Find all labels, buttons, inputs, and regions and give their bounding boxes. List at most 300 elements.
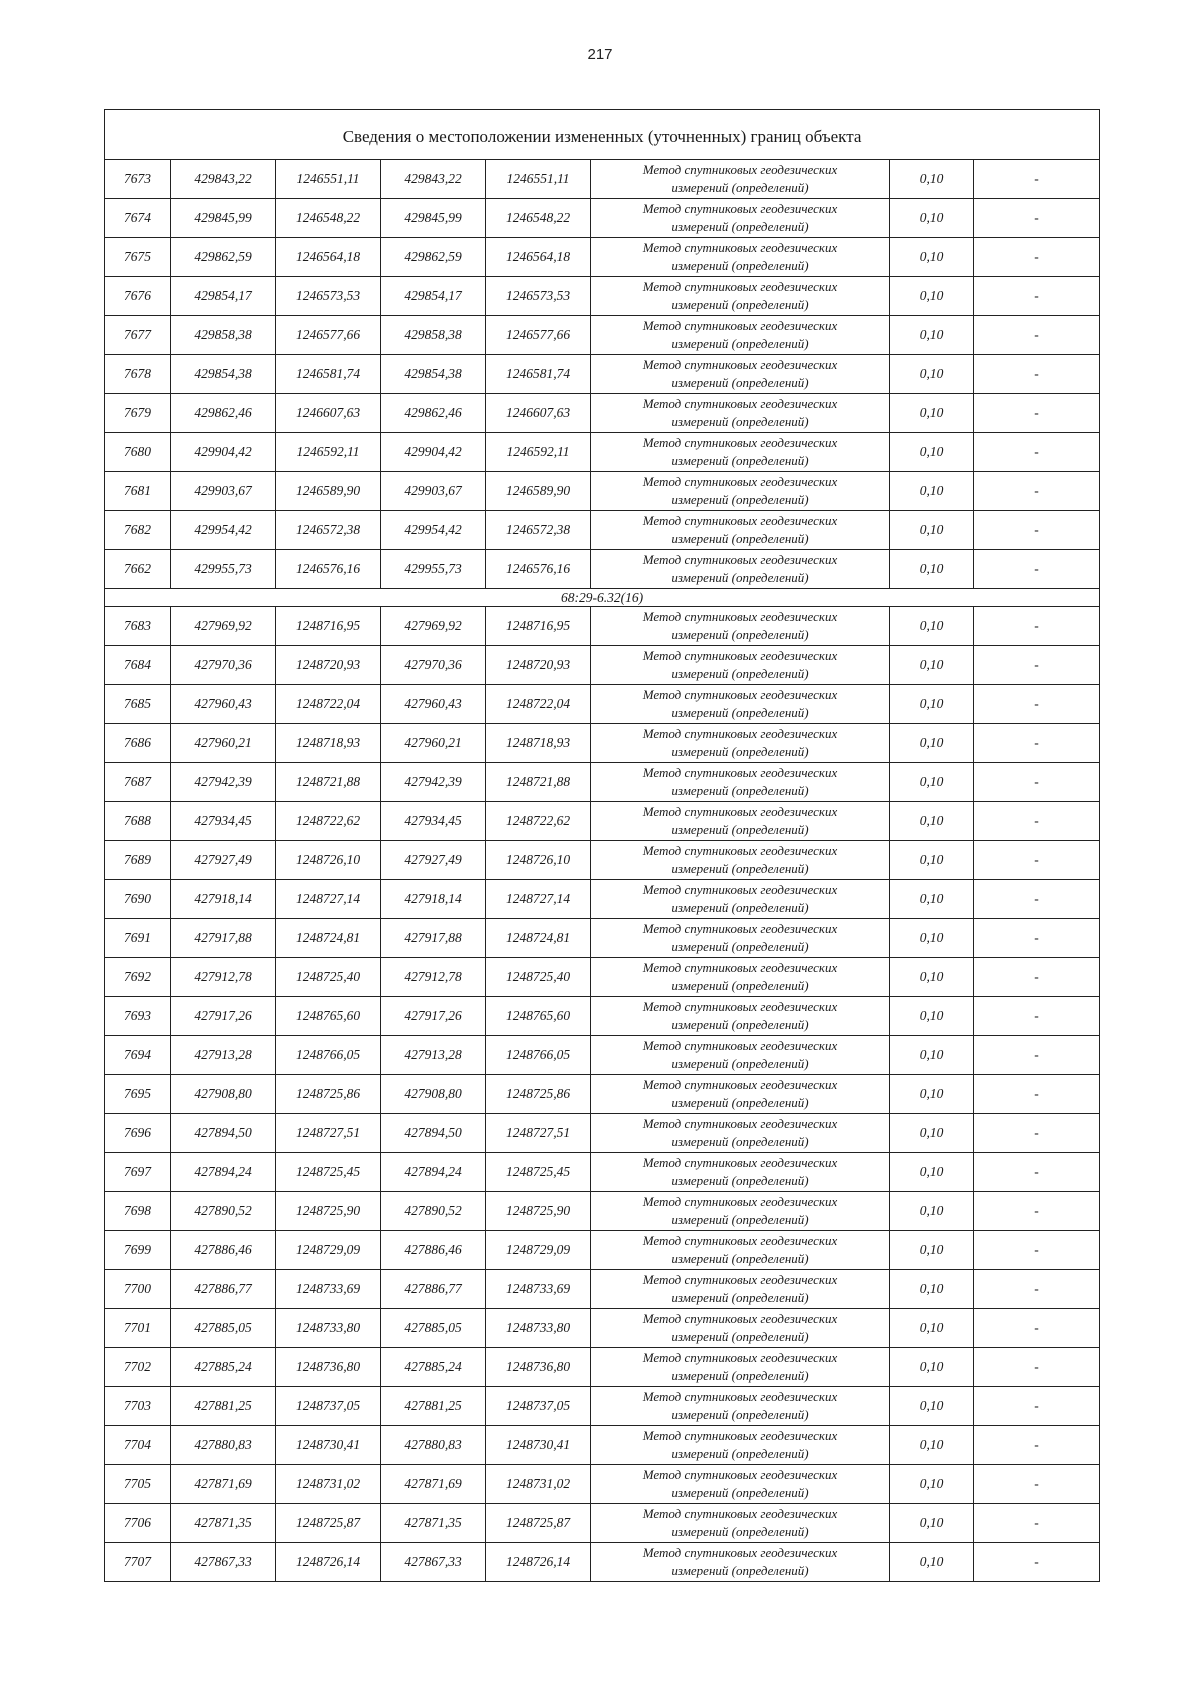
method-line-2: измерений (определений) <box>671 180 809 195</box>
accuracy-cell: 0,10 <box>890 802 974 841</box>
method-line-1: Метод спутниковых геодезических <box>642 882 838 897</box>
note-cell: - <box>974 685 1100 724</box>
method-line-1: Метод спутниковых геодезических <box>642 162 838 177</box>
x-old-cell: 427871,35 <box>171 1504 276 1543</box>
y-old-cell: 1246576,16 <box>276 550 381 589</box>
accuracy-cell: 0,10 <box>890 841 974 880</box>
x-old-cell: 427885,05 <box>171 1309 276 1348</box>
point-number-cell: 7686 <box>105 724 171 763</box>
accuracy-cell: 0,10 <box>890 394 974 433</box>
method-line-2: измерений (определений) <box>671 297 809 312</box>
method-line-2: измерений (определений) <box>671 414 809 429</box>
note-cell: - <box>974 1075 1100 1114</box>
y-old-cell: 1248725,45 <box>276 1153 381 1192</box>
y-old-cell: 1248766,05 <box>276 1036 381 1075</box>
x-new-cell: 429903,67 <box>381 472 486 511</box>
table-row <box>105 958 1100 997</box>
x-new-cell: 427890,52 <box>381 1192 486 1231</box>
x-new-cell: 427917,26 <box>381 997 486 1036</box>
x-old-cell: 427960,43 <box>171 685 276 724</box>
point-number-cell: 7679 <box>105 394 171 433</box>
y-new-cell: 1248729,09 <box>486 1231 591 1270</box>
y-new-cell: 1248725,86 <box>486 1075 591 1114</box>
y-old-cell: 1248720,93 <box>276 646 381 685</box>
x-old-cell: 429862,46 <box>171 394 276 433</box>
x-old-cell: 427894,24 <box>171 1153 276 1192</box>
accuracy-cell: 0,10 <box>890 1387 974 1426</box>
y-new-cell: 1248726,14 <box>486 1543 591 1582</box>
y-new-cell: 1248730,41 <box>486 1426 591 1465</box>
section-row <box>105 589 1100 607</box>
x-old-cell: 429845,99 <box>171 199 276 238</box>
accuracy-cell: 0,10 <box>890 1465 974 1504</box>
note-cell: - <box>974 919 1100 958</box>
x-old-cell: 429904,42 <box>171 433 276 472</box>
x-new-cell: 427960,21 <box>381 724 486 763</box>
table-row <box>105 646 1100 685</box>
method-line-2: измерений (определений) <box>671 705 809 720</box>
x-new-cell: 427942,39 <box>381 763 486 802</box>
method-cell <box>591 1036 890 1075</box>
method-cell <box>591 724 890 763</box>
method-cell <box>591 511 890 550</box>
y-new-cell: 1248725,90 <box>486 1192 591 1231</box>
table-row <box>105 1465 1100 1504</box>
method-line-2: измерений (определений) <box>671 1524 809 1539</box>
method-line-1: Метод спутниковых геодезических <box>642 960 838 975</box>
method-line-1: Метод спутниковых геодезических <box>642 1428 838 1443</box>
y-old-cell: 1248724,81 <box>276 919 381 958</box>
y-new-cell: 1248722,62 <box>486 802 591 841</box>
note-cell: - <box>974 511 1100 550</box>
y-new-cell: 1248722,04 <box>486 685 591 724</box>
x-old-cell: 427886,46 <box>171 1231 276 1270</box>
table-row <box>105 394 1100 433</box>
method-cell <box>591 1465 890 1504</box>
table-row <box>105 1231 1100 1270</box>
point-number-cell: 7685 <box>105 685 171 724</box>
method-cell <box>591 685 890 724</box>
accuracy-cell: 0,10 <box>890 160 974 199</box>
accuracy-cell: 0,10 <box>890 433 974 472</box>
point-number-cell: 7707 <box>105 1543 171 1582</box>
table-row <box>105 1309 1100 1348</box>
x-new-cell: 427871,35 <box>381 1504 486 1543</box>
y-old-cell: 1246548,22 <box>276 199 381 238</box>
method-line-2: измерений (определений) <box>671 822 809 837</box>
method-cell <box>591 1348 890 1387</box>
method-line-2: измерений (определений) <box>671 978 809 993</box>
accuracy-cell: 0,10 <box>890 1270 974 1309</box>
y-new-cell: 1246576,16 <box>486 550 591 589</box>
y-new-cell: 1248731,02 <box>486 1465 591 1504</box>
x-new-cell: 429955,73 <box>381 550 486 589</box>
point-number-cell: 7697 <box>105 1153 171 1192</box>
point-number-cell: 7691 <box>105 919 171 958</box>
method-line-1: Метод спутниковых геодезических <box>642 999 838 1014</box>
y-old-cell: 1248765,60 <box>276 997 381 1036</box>
method-line-2: измерений (определений) <box>671 336 809 351</box>
x-new-cell: 427917,88 <box>381 919 486 958</box>
table-row <box>105 355 1100 394</box>
y-new-cell: 1246592,11 <box>486 433 591 472</box>
y-old-cell: 1248725,87 <box>276 1504 381 1543</box>
method-line-1: Метод спутниковых геодезических <box>642 765 838 780</box>
x-new-cell: 429862,46 <box>381 394 486 433</box>
y-old-cell: 1246572,38 <box>276 511 381 550</box>
method-cell <box>591 277 890 316</box>
y-old-cell: 1248725,90 <box>276 1192 381 1231</box>
point-number-cell: 7684 <box>105 646 171 685</box>
table-row <box>105 1114 1100 1153</box>
method-line-1: Метод спутниковых геодезических <box>642 1155 838 1170</box>
method-cell <box>591 1192 890 1231</box>
method-line-1: Метод спутниковых геодезических <box>642 318 838 333</box>
y-old-cell: 1246592,11 <box>276 433 381 472</box>
x-new-cell: 427927,49 <box>381 841 486 880</box>
y-old-cell: 1248730,41 <box>276 1426 381 1465</box>
point-number-cell: 7695 <box>105 1075 171 1114</box>
table-row <box>105 1270 1100 1309</box>
table-row <box>105 1348 1100 1387</box>
table-row <box>105 433 1100 472</box>
note-cell: - <box>974 802 1100 841</box>
note-cell: - <box>974 433 1100 472</box>
method-line-1: Метод спутниковых геодезических <box>642 1233 838 1248</box>
method-line-2: измерений (определений) <box>671 1251 809 1266</box>
method-cell <box>591 1426 890 1465</box>
accuracy-cell: 0,10 <box>890 238 974 277</box>
x-old-cell: 427918,14 <box>171 880 276 919</box>
x-new-cell: 427960,43 <box>381 685 486 724</box>
table-row <box>105 880 1100 919</box>
accuracy-cell: 0,10 <box>890 1426 974 1465</box>
y-old-cell: 1248727,14 <box>276 880 381 919</box>
x-old-cell: 427880,83 <box>171 1426 276 1465</box>
x-old-cell: 429854,38 <box>171 355 276 394</box>
method-line-2: измерений (определений) <box>671 1485 809 1500</box>
accuracy-cell: 0,10 <box>890 1192 974 1231</box>
x-old-cell: 427912,78 <box>171 958 276 997</box>
y-new-cell: 1248726,10 <box>486 841 591 880</box>
method-line-1: Метод спутниковых геодезических <box>642 726 838 741</box>
y-old-cell: 1248721,88 <box>276 763 381 802</box>
method-line-1: Метод спутниковых геодезических <box>642 1350 838 1365</box>
method-cell <box>591 1114 890 1153</box>
x-new-cell: 429854,17 <box>381 277 486 316</box>
y-old-cell: 1246577,66 <box>276 316 381 355</box>
accuracy-cell: 0,10 <box>890 607 974 646</box>
point-number-cell: 7694 <box>105 1036 171 1075</box>
table-row <box>105 316 1100 355</box>
table-row <box>105 511 1100 550</box>
accuracy-cell: 0,10 <box>890 1075 974 1114</box>
x-new-cell: 427885,24 <box>381 1348 486 1387</box>
method-line-1: Метод спутниковых геодезических <box>642 474 838 489</box>
accuracy-cell: 0,10 <box>890 472 974 511</box>
table-row <box>105 1036 1100 1075</box>
table-row <box>105 1387 1100 1426</box>
method-line-2: измерений (определений) <box>671 1368 809 1383</box>
x-new-cell: 427871,69 <box>381 1465 486 1504</box>
y-old-cell: 1248733,80 <box>276 1309 381 1348</box>
method-cell <box>591 841 890 880</box>
method-line-1: Метод спутниковых геодезических <box>642 1389 838 1404</box>
y-old-cell: 1248725,86 <box>276 1075 381 1114</box>
x-old-cell: 429955,73 <box>171 550 276 589</box>
note-cell: - <box>974 238 1100 277</box>
x-old-cell: 427894,50 <box>171 1114 276 1153</box>
method-line-1: Метод спутниковых геодезических <box>642 240 838 255</box>
accuracy-cell: 0,10 <box>890 880 974 919</box>
note-cell: - <box>974 1543 1100 1582</box>
table-row <box>105 1153 1100 1192</box>
x-new-cell: 427894,50 <box>381 1114 486 1153</box>
accuracy-cell: 0,10 <box>890 277 974 316</box>
x-new-cell: 429843,22 <box>381 160 486 199</box>
method-line-1: Метод спутниковых геодезических <box>642 1077 838 1092</box>
method-line-2: измерений (определений) <box>671 1407 809 1422</box>
accuracy-cell: 0,10 <box>890 1348 974 1387</box>
x-old-cell: 427908,80 <box>171 1075 276 1114</box>
method-cell <box>591 1387 890 1426</box>
y-old-cell: 1248722,04 <box>276 685 381 724</box>
method-line-1: Метод спутниковых геодезических <box>642 1194 838 1209</box>
accuracy-cell: 0,10 <box>890 1309 974 1348</box>
x-new-cell: 427912,78 <box>381 958 486 997</box>
accuracy-cell: 0,10 <box>890 919 974 958</box>
x-new-cell: 427970,36 <box>381 646 486 685</box>
table-row <box>105 607 1100 646</box>
note-cell: - <box>974 1426 1100 1465</box>
method-line-2: измерений (определений) <box>671 939 809 954</box>
method-line-1: Метод спутниковых геодезических <box>642 279 838 294</box>
method-line-2: измерений (определений) <box>671 1017 809 1032</box>
y-old-cell: 1248731,02 <box>276 1465 381 1504</box>
method-cell <box>591 997 890 1036</box>
x-old-cell: 427917,88 <box>171 919 276 958</box>
y-old-cell: 1248725,40 <box>276 958 381 997</box>
point-number-cell: 7702 <box>105 1348 171 1387</box>
x-new-cell: 429904,42 <box>381 433 486 472</box>
x-new-cell: 429854,38 <box>381 355 486 394</box>
accuracy-cell: 0,10 <box>890 355 974 394</box>
x-old-cell: 429862,59 <box>171 238 276 277</box>
method-cell <box>591 919 890 958</box>
x-old-cell: 429858,38 <box>171 316 276 355</box>
method-line-2: измерений (определений) <box>671 219 809 234</box>
x-new-cell: 427885,05 <box>381 1309 486 1348</box>
method-cell <box>591 238 890 277</box>
method-line-1: Метод спутниковых геодезических <box>642 552 838 567</box>
y-new-cell: 1246581,74 <box>486 355 591 394</box>
y-old-cell: 1248736,80 <box>276 1348 381 1387</box>
method-line-2: измерений (определений) <box>671 666 809 681</box>
method-line-2: измерений (определений) <box>671 375 809 390</box>
y-new-cell: 1248721,88 <box>486 763 591 802</box>
y-new-cell: 1248716,95 <box>486 607 591 646</box>
point-number-cell: 7677 <box>105 316 171 355</box>
accuracy-cell: 0,10 <box>890 1231 974 1270</box>
method-line-1: Метод спутниковых геодезических <box>642 1272 838 1287</box>
point-number-cell: 7703 <box>105 1387 171 1426</box>
note-cell: - <box>974 277 1100 316</box>
x-old-cell: 427969,92 <box>171 607 276 646</box>
y-new-cell: 1248725,40 <box>486 958 591 997</box>
method-line-2: измерений (определений) <box>671 1173 809 1188</box>
section-label: 68:29-6.32(16) <box>105 589 1100 607</box>
x-new-cell: 427894,24 <box>381 1153 486 1192</box>
note-cell: - <box>974 1114 1100 1153</box>
point-number-cell: 7696 <box>105 1114 171 1153</box>
x-old-cell: 427890,52 <box>171 1192 276 1231</box>
y-new-cell: 1248720,93 <box>486 646 591 685</box>
x-old-cell: 427885,24 <box>171 1348 276 1387</box>
y-old-cell: 1248726,14 <box>276 1543 381 1582</box>
y-old-cell: 1248729,09 <box>276 1231 381 1270</box>
method-line-1: Метод спутниковых геодезических <box>642 843 838 858</box>
note-cell: - <box>974 646 1100 685</box>
x-new-cell: 427886,46 <box>381 1231 486 1270</box>
table-row <box>105 1543 1100 1582</box>
point-number-cell: 7700 <box>105 1270 171 1309</box>
method-line-2: измерений (определений) <box>671 1056 809 1071</box>
point-number-cell: 7701 <box>105 1309 171 1348</box>
note-cell: - <box>974 841 1100 880</box>
table-row <box>105 160 1100 199</box>
note-cell: - <box>974 1387 1100 1426</box>
y-new-cell: 1248727,51 <box>486 1114 591 1153</box>
y-new-cell: 1246572,38 <box>486 511 591 550</box>
point-number-cell: 7683 <box>105 607 171 646</box>
x-old-cell: 427934,45 <box>171 802 276 841</box>
point-number-cell: 7688 <box>105 802 171 841</box>
point-number-cell: 7681 <box>105 472 171 511</box>
method-line-2: измерений (определений) <box>671 1563 809 1578</box>
accuracy-cell: 0,10 <box>890 685 974 724</box>
y-new-cell: 1248766,05 <box>486 1036 591 1075</box>
method-cell <box>591 472 890 511</box>
table-title-row <box>105 110 1100 160</box>
x-new-cell: 429845,99 <box>381 199 486 238</box>
x-old-cell: 429954,42 <box>171 511 276 550</box>
y-old-cell: 1248726,10 <box>276 841 381 880</box>
table-row <box>105 199 1100 238</box>
boundary-coordinates-table <box>104 109 1100 1582</box>
x-old-cell: 427913,28 <box>171 1036 276 1075</box>
method-line-2: измерений (определений) <box>671 1290 809 1305</box>
accuracy-cell: 0,10 <box>890 1114 974 1153</box>
method-cell <box>591 1309 890 1348</box>
method-line-1: Метод спутниковых геодезических <box>642 921 838 936</box>
method-cell <box>591 1075 890 1114</box>
y-new-cell: 1246577,66 <box>486 316 591 355</box>
point-number-cell: 7689 <box>105 841 171 880</box>
table-row <box>105 1075 1100 1114</box>
method-cell <box>591 646 890 685</box>
method-line-2: измерений (определений) <box>671 492 809 507</box>
method-line-2: измерений (определений) <box>671 1446 809 1461</box>
method-cell <box>591 550 890 589</box>
x-new-cell: 427934,45 <box>381 802 486 841</box>
y-old-cell: 1246589,90 <box>276 472 381 511</box>
point-number-cell: 7698 <box>105 1192 171 1231</box>
method-cell <box>591 1270 890 1309</box>
note-cell: - <box>974 724 1100 763</box>
x-old-cell: 427867,33 <box>171 1543 276 1582</box>
note-cell: - <box>974 958 1100 997</box>
table-row <box>105 1192 1100 1231</box>
method-line-1: Метод спутниковых геодезических <box>642 609 838 624</box>
note-cell: - <box>974 1309 1100 1348</box>
note-cell: - <box>974 1465 1100 1504</box>
y-old-cell: 1248716,95 <box>276 607 381 646</box>
method-line-1: Метод спутниковых геодезических <box>642 1545 838 1560</box>
y-new-cell: 1246548,22 <box>486 199 591 238</box>
y-new-cell: 1248733,80 <box>486 1309 591 1348</box>
method-line-1: Метод спутниковых геодезических <box>642 1506 838 1521</box>
accuracy-cell: 0,10 <box>890 1153 974 1192</box>
y-new-cell: 1248737,05 <box>486 1387 591 1426</box>
point-number-cell: 7675 <box>105 238 171 277</box>
note-cell: - <box>974 199 1100 238</box>
y-new-cell: 1246573,53 <box>486 277 591 316</box>
method-line-1: Метод спутниковых геодезических <box>642 1116 838 1131</box>
note-cell: - <box>974 550 1100 589</box>
note-cell: - <box>974 1348 1100 1387</box>
method-line-1: Метод спутниковых геодезических <box>642 513 838 528</box>
point-number-cell: 7690 <box>105 880 171 919</box>
method-cell <box>591 1231 890 1270</box>
y-new-cell: 1248725,87 <box>486 1504 591 1543</box>
y-new-cell: 1246607,63 <box>486 394 591 433</box>
accuracy-cell: 0,10 <box>890 316 974 355</box>
method-line-2: измерений (определений) <box>671 1329 809 1344</box>
method-cell <box>591 802 890 841</box>
note-cell: - <box>974 1270 1100 1309</box>
x-old-cell: 427927,49 <box>171 841 276 880</box>
x-old-cell: 427886,77 <box>171 1270 276 1309</box>
y-old-cell: 1246581,74 <box>276 355 381 394</box>
table-row <box>105 1426 1100 1465</box>
method-cell <box>591 433 890 472</box>
x-old-cell: 427960,21 <box>171 724 276 763</box>
point-number-cell: 7705 <box>105 1465 171 1504</box>
accuracy-cell: 0,10 <box>890 997 974 1036</box>
y-old-cell: 1248722,62 <box>276 802 381 841</box>
accuracy-cell: 0,10 <box>890 1543 974 1582</box>
x-new-cell: 429954,42 <box>381 511 486 550</box>
note-cell: - <box>974 607 1100 646</box>
y-new-cell: 1248718,93 <box>486 724 591 763</box>
method-cell <box>591 160 890 199</box>
method-line-1: Метод спутниковых геодезических <box>642 435 838 450</box>
table-row <box>105 724 1100 763</box>
y-old-cell: 1246564,18 <box>276 238 381 277</box>
point-number-cell: 7687 <box>105 763 171 802</box>
method-line-2: измерений (определений) <box>671 453 809 468</box>
note-cell: - <box>974 1192 1100 1231</box>
method-line-2: измерений (определений) <box>671 570 809 585</box>
y-new-cell: 1248727,14 <box>486 880 591 919</box>
accuracy-cell: 0,10 <box>890 763 974 802</box>
point-number-cell: 7692 <box>105 958 171 997</box>
method-line-1: Метод спутниковых геодезических <box>642 396 838 411</box>
table-row <box>105 238 1100 277</box>
x-new-cell: 427969,92 <box>381 607 486 646</box>
method-line-2: измерений (определений) <box>671 1134 809 1149</box>
note-cell: - <box>974 997 1100 1036</box>
